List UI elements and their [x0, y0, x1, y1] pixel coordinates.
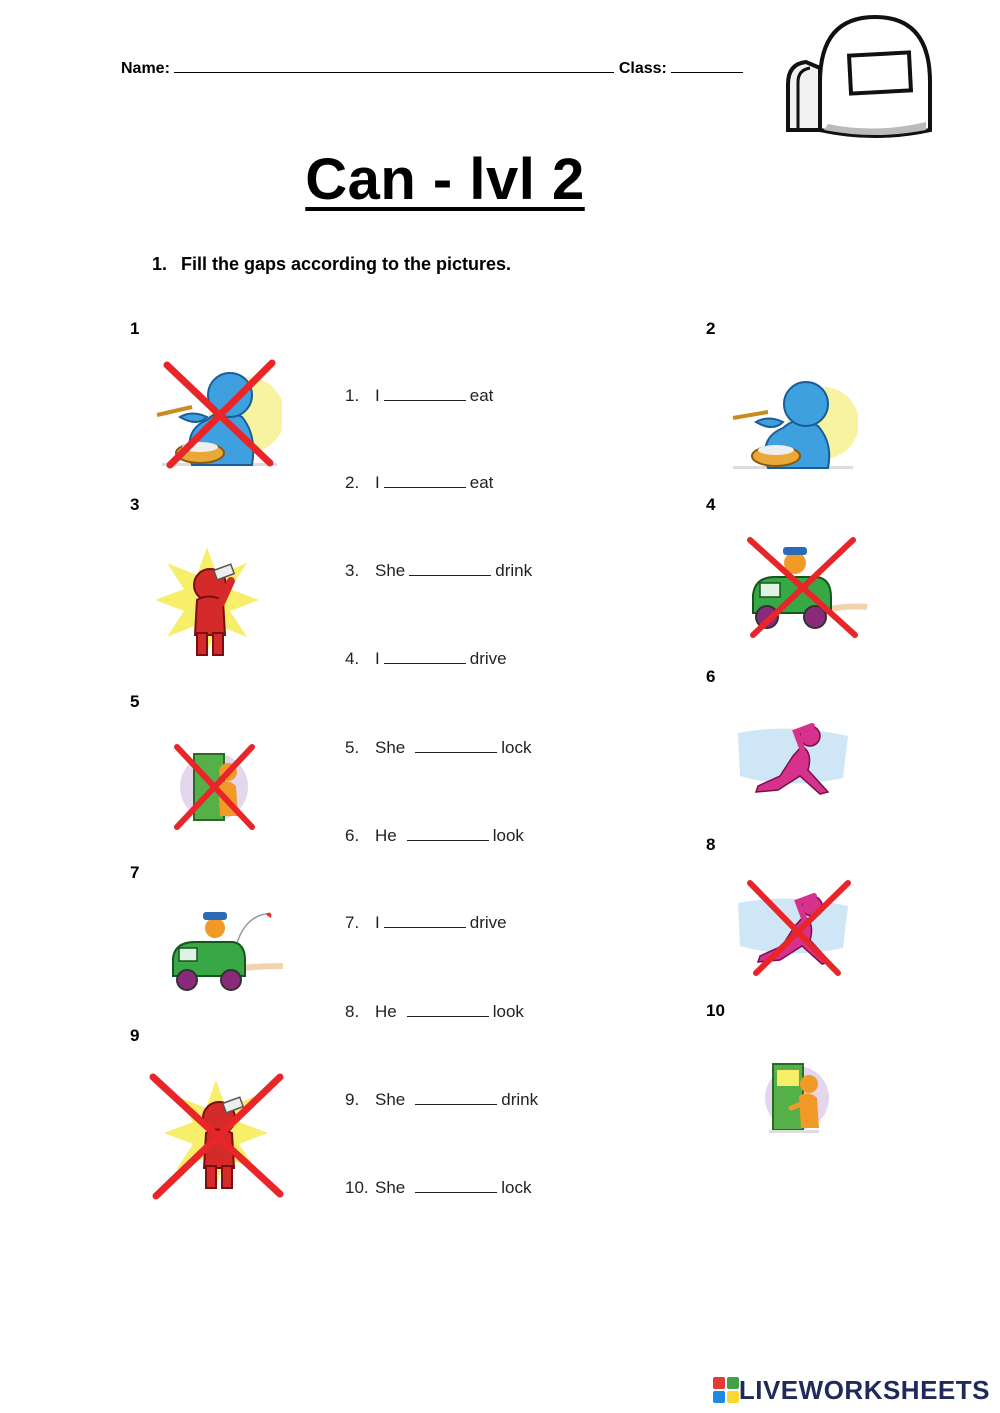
answer-gap-9[interactable]: [415, 1090, 497, 1105]
sentence-number: 4.: [345, 649, 360, 668]
sentence-verb: lock: [501, 1178, 532, 1197]
sentence-verb: drive: [469, 913, 507, 932]
answer-gap-6[interactable]: [407, 826, 489, 841]
sentence-subject: I: [375, 386, 380, 405]
igloo-logo-icon: [780, 12, 935, 147]
sentence-verb: drink: [501, 1090, 539, 1109]
picture-label-2: 2: [706, 319, 716, 338]
instruction: [152, 254, 511, 275]
picture-label-1: 1: [130, 319, 140, 338]
sentence-subject: She: [375, 1090, 406, 1109]
class-field-line[interactable]: [671, 58, 743, 73]
name-label: Name:: [121, 60, 170, 77]
picture-label-4: 4: [706, 495, 716, 514]
picture-6-look: [738, 718, 850, 798]
sentence-6: [345, 826, 524, 846]
instruction-text: Fill the gaps according to the pictures.: [181, 254, 512, 274]
brand-text: LIVEWORKSHEETS: [738, 1374, 990, 1405]
answer-gap-4[interactable]: [384, 649, 466, 664]
sentence-3: [345, 561, 532, 581]
picture-label-10: 10: [706, 1001, 725, 1020]
answer-gap-1[interactable]: [384, 386, 466, 401]
picture-5-lock-crossed: [172, 742, 257, 832]
picture-label-6: 6: [706, 667, 716, 686]
sentence-number: 1.: [345, 386, 360, 405]
sentence-subject: She: [375, 561, 406, 580]
sentence-subject: She: [375, 1178, 406, 1197]
sentence-verb: eat: [469, 473, 494, 492]
sentence-number: 7.: [345, 913, 360, 932]
class-label: Class:: [618, 60, 667, 77]
answer-gap-7[interactable]: [384, 913, 466, 928]
sentence-4: [345, 649, 507, 669]
sentence-number: 5.: [345, 738, 360, 757]
picture-label-3: 3: [130, 495, 140, 514]
sentence-verb: look: [492, 1002, 524, 1021]
picture-10-lock: [755, 1058, 835, 1138]
sentence-subject: He: [375, 1002, 397, 1021]
liveworksheets-logo-icon: [713, 1377, 739, 1403]
sentence-verb: drink: [495, 561, 533, 580]
picture-label-5: 5: [130, 692, 140, 711]
name-field-line[interactable]: [174, 58, 614, 73]
sentence-subject: She: [375, 738, 406, 757]
picture-7-drive: [165, 908, 285, 993]
sentence-2: [345, 473, 493, 493]
sentence-number: 10.: [345, 1178, 369, 1197]
picture-label-9: 9: [130, 1026, 140, 1045]
sentence-subject: I: [375, 649, 380, 668]
sentence-subject: He: [375, 826, 397, 845]
sentence-number: 3.: [345, 561, 360, 580]
sentence-verb: look: [492, 826, 524, 845]
sentence-verb: lock: [501, 738, 532, 757]
sentence-1: [345, 386, 493, 406]
sentence-number: 8.: [345, 1002, 360, 1021]
picture-3-drink: [155, 545, 260, 660]
sentence-10: [345, 1178, 531, 1198]
sentence-verb: drive: [469, 649, 507, 668]
picture-4-drive-crossed: [745, 535, 870, 640]
sentence-verb: eat: [469, 386, 494, 405]
sentence-number: 2.: [345, 473, 360, 492]
picture-9-drink-crossed: [148, 1072, 288, 1202]
picture-1-eat-crossed: [152, 355, 282, 470]
answer-gap-8[interactable]: [407, 1002, 489, 1017]
sentence-number: 6.: [345, 826, 360, 845]
worksheet-header: [121, 58, 743, 78]
instruction-number: 1.: [152, 254, 168, 274]
sentence-7: [345, 913, 507, 933]
answer-gap-5[interactable]: [415, 738, 497, 753]
picture-label-8: 8: [706, 835, 716, 854]
sentence-9: [345, 1090, 538, 1110]
sentence-8: [345, 1002, 524, 1022]
picture-label-7: 7: [130, 863, 140, 882]
answer-gap-3[interactable]: [409, 561, 491, 576]
liveworksheets-branding: [713, 1374, 990, 1405]
sentence-number: 9.: [345, 1090, 360, 1109]
picture-2-eat: [728, 368, 858, 473]
answer-gap-10[interactable]: [415, 1178, 497, 1193]
sentence-5: [345, 738, 531, 758]
page-title: Can - lvl 2: [305, 147, 585, 212]
sentence-subject: I: [375, 473, 380, 492]
sentence-subject: I: [375, 913, 380, 932]
answer-gap-2[interactable]: [384, 473, 466, 488]
picture-8-look-crossed: [738, 878, 853, 978]
